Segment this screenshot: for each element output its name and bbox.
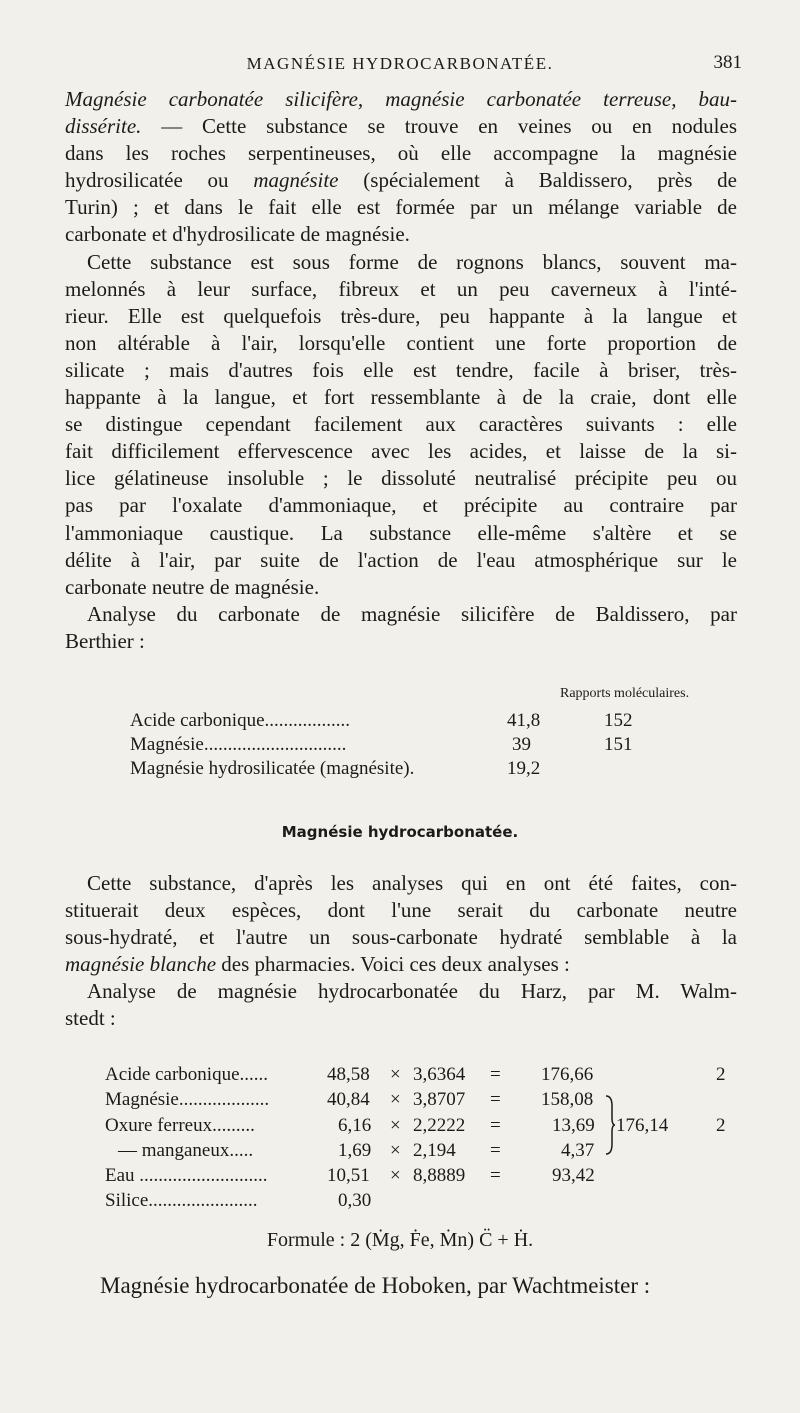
component-value: 10,51 <box>327 1165 370 1187</box>
table-row <box>105 1089 745 1114</box>
component-value: 48,58 <box>327 1064 370 1085</box>
molecular-ratio: 152 <box>604 710 633 731</box>
multiply-sign: × <box>390 1064 401 1085</box>
component-label: Acide carbonique...... <box>105 1064 269 1085</box>
table-row <box>105 1064 745 1089</box>
mineral-name-italic: magnésie carbonatée terreuse, bau- <box>385 87 737 111</box>
result: 93,42 <box>552 1165 595 1187</box>
paragraph-line: stedt : <box>65 1006 116 1031</box>
page-number: 381 <box>713 52 742 73</box>
table-row <box>105 1190 745 1215</box>
table-row <box>105 1165 745 1190</box>
paragraph-line: silicate ; mais d'autres fois elle est tendre, facile à briser, très- <box>65 357 737 382</box>
component-value: 41,8 <box>507 710 541 731</box>
intro-text-span: (spécialement à Baldissero, près de <box>338 168 738 193</box>
intro-text <box>65 86 737 655</box>
section-text <box>65 870 737 1033</box>
equals-sign: = <box>490 1114 501 1136</box>
multiply-sign: × <box>390 1089 401 1111</box>
equals-sign: = <box>490 1064 501 1085</box>
intro-text-span: — Cette substance se trouve en veines ou en nodules <box>141 114 737 139</box>
intro-line <box>65 86 737 113</box>
intro-line: carbonate et d'hydrosilicate de magnésie. <box>65 222 410 247</box>
molecular-ratio: 2 <box>716 1064 726 1085</box>
intro-line: dans les roches serpentineuses, où elle accompagne la magnésie <box>65 141 737 166</box>
chemical-formula: Formule : 2 (Ṁg, Ḟe, Ṁn) C̈ + Ḣ. <box>266 1229 534 1251</box>
paragraph-line: se distingue cependant facilement aux caractères suivants : elle <box>65 412 737 437</box>
component-label: Eau ........................... <box>105 1165 268 1187</box>
intro-line <box>65 113 737 140</box>
equals-sign: = <box>490 1165 501 1187</box>
component-value: 1,69 <box>338 1139 372 1161</box>
paragraph-line: Analyse de magnésie hydrocarbonatée du Harz, par M. Walm- <box>87 979 737 1004</box>
component-label: Magnésie.............................. <box>130 734 347 755</box>
table-row <box>105 1140 745 1165</box>
multiply-sign: × <box>390 1165 401 1187</box>
component-label: — manganeux..... <box>118 1139 254 1161</box>
result: 4,37 <box>561 1139 595 1161</box>
paragraph-line: happante à la langue, et fort ressemblante à de la craie, dont elle <box>65 385 737 410</box>
paragraph-line: délite à l'air, par suite de l'action de l'eau atmosphérique sur le <box>65 547 737 572</box>
table-row <box>105 1115 745 1140</box>
molecular-ratio: 151 <box>604 734 633 755</box>
factor: 3,8707 <box>413 1089 466 1111</box>
mineral-name-italic: magnésite <box>253 168 339 193</box>
closing-line: Magnésie hydrocarbonatée de Hoboken, par Wachtmeister : <box>100 1273 651 1298</box>
paragraph-line <box>65 951 737 978</box>
multiply-sign: × <box>390 1139 401 1161</box>
paragraph-line: sous-hydraté, et l'autre un sous-carbonate hydraté semblable à la <box>65 925 737 950</box>
result: 13,69 <box>552 1114 595 1136</box>
mineral-name-italic: dissérite. <box>65 114 142 139</box>
factor: 3,6364 <box>413 1064 466 1085</box>
paragraph-line: carbonate neutre de magnésie. <box>65 574 320 599</box>
multiply-sign: × <box>390 1114 401 1136</box>
paragraph-span: des pharmacies. Voici ces deux analyses : <box>216 952 570 977</box>
running-title: MAGNÉSIE HYDROCARBONATÉE. <box>246 54 554 73</box>
component-value: 6,16 <box>338 1114 372 1136</box>
intro-text-span: hydrosilicatée ou <box>65 168 254 193</box>
mineral-name-italic: Magnésie carbonatée silicifère, <box>65 87 364 111</box>
component-value: 0,30 <box>338 1190 372 1212</box>
component-label: Magnésie................... <box>105 1089 270 1111</box>
paragraph-line: Cette substance, d'après les analyses qui en ont été faites, con- <box>87 871 737 895</box>
result: 176,66 <box>541 1064 594 1085</box>
paragraph-line: pas par l'oxalate d'ammoniaque, et précipite au contraire par <box>65 493 737 518</box>
paragraph-line: l'ammoniaque caustique. La substance elle-même s'altère et se <box>65 520 737 545</box>
component-label: Oxure ferreux......... <box>105 1114 255 1136</box>
paragraph-line: stituerait deux espèces, dont l'une serait du carbonate neutre <box>65 898 737 923</box>
paragraph-line: Analyse du carbonate de magnésie silicifère de Baldissero, par <box>87 601 737 626</box>
walmstedt-analysis-table <box>105 1064 745 1216</box>
intro-line: Turin) ; et dans le fait elle est formée par un mélange variable de <box>65 195 737 220</box>
paragraph-line: Cette substance est sous forme de rognons blancs, souvent ma- <box>87 249 737 274</box>
italic-term: magnésie blanche <box>65 952 217 977</box>
paragraph-line: fait difficilement effervescence avec les acides, et laisse de la si- <box>65 439 737 464</box>
component-label: Magnésie hydrosilicatée (magnésite). <box>130 758 415 779</box>
factor: 2,2222 <box>413 1114 466 1136</box>
factor: 2,194 <box>413 1139 456 1161</box>
page-header <box>0 50 800 80</box>
component-label: Silice....................... <box>105 1190 258 1212</box>
equals-sign: = <box>490 1139 501 1161</box>
paragraph-line: lice gélatineuse insoluble ; le dissoluté neutralisé précipite peu ou <box>65 466 737 491</box>
component-label: Acide carbonique.................. <box>130 710 351 731</box>
molecular-ratio: 2 <box>716 1114 726 1136</box>
result: 158,08 <box>541 1089 594 1111</box>
component-value: 39 <box>512 734 531 755</box>
table-header-rapports: Rapports moléculaires. <box>560 686 690 701</box>
component-value: 40,84 <box>327 1089 370 1111</box>
component-value: 19,2 <box>507 758 541 779</box>
paragraph-line: non altérable à l'air, lorsqu'elle contient une forte proportion de <box>65 330 737 355</box>
group-sum: 176,14 <box>616 1114 669 1136</box>
section-heading: Magnésie hydrocarbonatée. <box>281 823 519 841</box>
grouping-brace <box>604 1094 616 1156</box>
paragraph-line: rieur. Elle est quelquefois très-dure, peu happante à la langue et <box>65 303 737 328</box>
equals-sign: = <box>490 1089 501 1111</box>
paragraph-line: Berthier : <box>65 628 145 653</box>
factor: 8,8889 <box>413 1165 466 1187</box>
paragraph-line: melonnés à leur surface, fibreux et un peu caverneux à l'inté- <box>65 276 737 301</box>
intro-line <box>65 167 737 194</box>
